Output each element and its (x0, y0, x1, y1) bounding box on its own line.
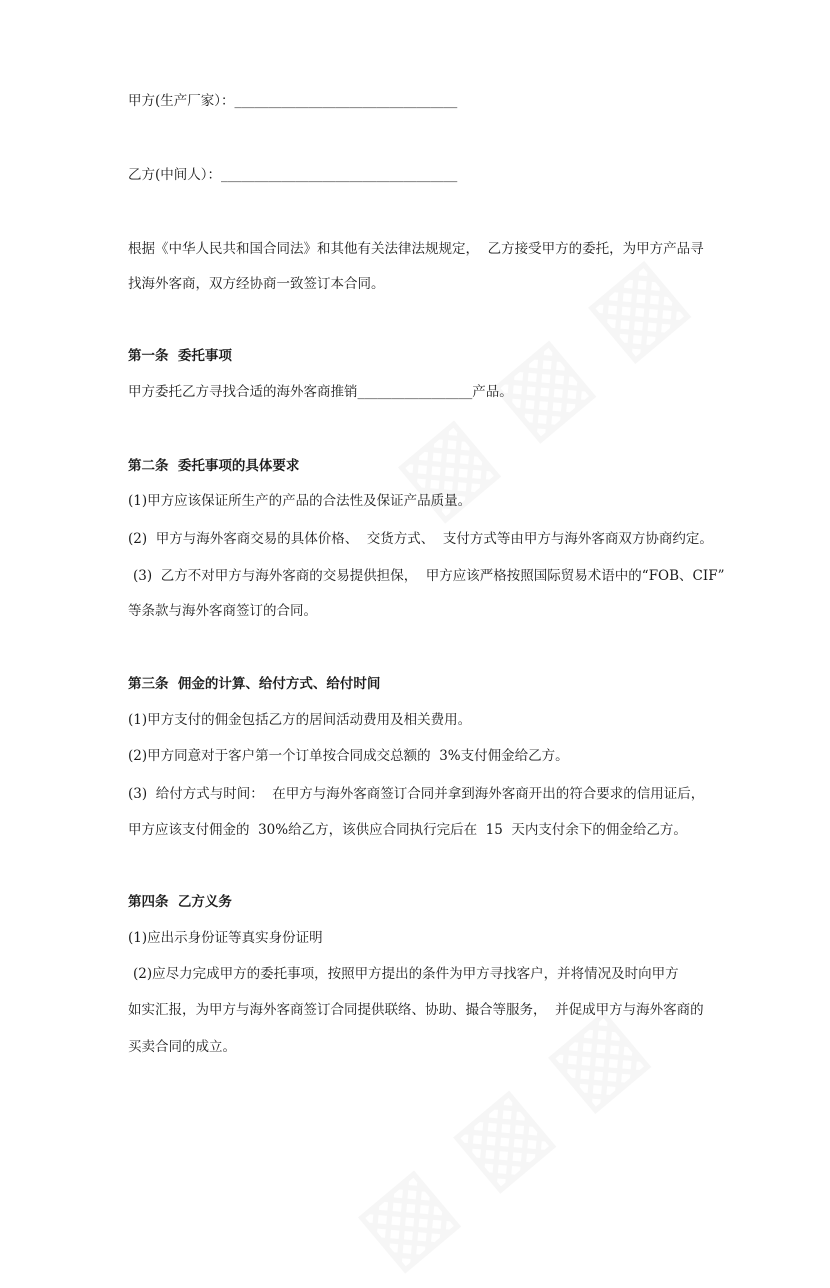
article-3-item-3-cont: 甲方应该支付佣金的 30%给乙方，该供应合同执行完后在 15 天内支付余下的佣金给乙方。 (128, 822, 687, 838)
article-4-item-2-cont: 如实汇报，为甲方与海外客商签订合同提供联络、协助、撮合等服务， 并促成甲方与海外客商的 (128, 1002, 704, 1018)
article-3-item-2: (2)甲方同意对于客户第一个订单按合同成交总额的 3%支付佣金给乙方。 (128, 748, 569, 764)
party-b-line: 乙方(中间人）：___________________________________ (128, 167, 458, 183)
article-1-paragraph: 甲方委托乙方寻找合适的海外客商推销_________________产品。 (128, 384, 513, 400)
article-4-heading: 第四条 乙方义务 (128, 894, 232, 910)
article-2-heading: 第二条 委托事项的具体要求 (128, 458, 300, 474)
article-4-item-1: (1)应出示身份证等真实身份证明 (128, 930, 323, 946)
article-2-item-3-cont: 等条款与海外客商签订的合同。 (128, 603, 317, 619)
article-2-item-2: (2) 甲方与海外客商交易的具体价格、 交货方式、 支付方式等由甲方与海外客商双方协商约定。 (128, 531, 713, 547)
article-1-heading: 第一条 委托事项 (128, 348, 232, 364)
article-2-item-3: (3) 乙方不对甲方与海外客商的交易提供担保， 甲方应该严格按照国际贸易术语中的“FOB、CIF” (133, 568, 725, 584)
article-3-item-1: (1)甲方支付的佣金包括乙方的居间活动费用及相关费用。 (128, 712, 472, 728)
preamble-line: 根据《中华人民共和国合同法》和其他有关法律法规规定， 乙方接受甲方的委托，为甲方产品寻 (128, 241, 704, 257)
article-3-heading: 第三条 佣金的计算、给付方式、给付时间 (128, 676, 381, 692)
watermark (334, 984, 666, 1288)
party-a-line: 甲方(生产厂家）：_________________________________ (128, 93, 458, 109)
article-4-item-2-cont: 买卖合同的成立。 (128, 1039, 236, 1055)
article-4-item-2: (2)应尽力完成甲方的委托事项，按照甲方提出的条件为甲方寻找客户，并将情况及时向甲方 (133, 966, 679, 982)
article-3-item-3: (3) 给付方式与时间： 在甲方与海外客商签订合同并拿到海外客商开出的符合要求的信用证后， (128, 786, 705, 802)
article-2-item-1: (1)甲方应该保证所生产的产品的合法性及保证产品质量。 (128, 493, 472, 509)
preamble-line: 找海外客商，双方经协商一致签订本合同。 (128, 276, 385, 292)
